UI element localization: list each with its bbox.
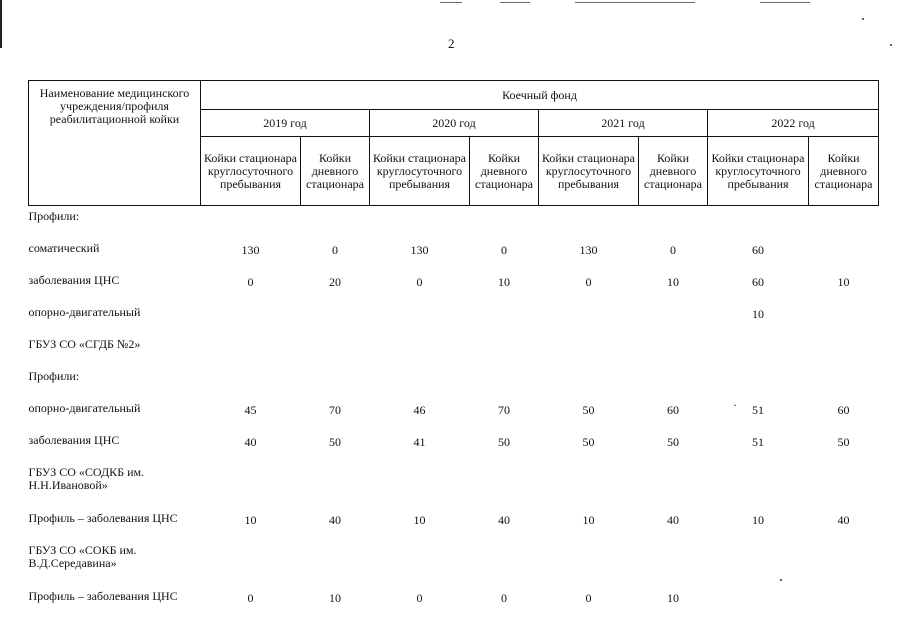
table-cell: [301, 334, 370, 366]
page-number: 2: [448, 36, 455, 51]
table-cell: 40: [244, 435, 257, 449]
table-cell: [639, 540, 708, 586]
table-cell: [809, 586, 879, 618]
day-hospital-beds-header: Койки дневного стационара: [809, 137, 879, 206]
table-cell: 41: [413, 435, 426, 449]
table-cell: 60: [837, 403, 850, 417]
table-cell: 50: [837, 435, 850, 449]
table-row: [29, 302, 879, 334]
table-cell: [639, 334, 708, 366]
row-label: Профили:: [28, 369, 80, 383]
table-cell: [708, 462, 809, 508]
table-cell: [301, 302, 370, 334]
row-label: Профили:: [28, 209, 80, 223]
table-cell: 20: [329, 275, 341, 289]
scan-artifact: [500, 2, 530, 3]
year-header: 2021 год: [539, 110, 708, 137]
bed-fund-header: Коечный фонд: [201, 81, 879, 110]
table-cell: 40: [329, 513, 341, 527]
row-label: Профиль – заболевания ЦНС: [28, 589, 178, 603]
table-cell: [639, 206, 708, 239]
table-cell: 10: [752, 307, 764, 321]
table-cell: [809, 540, 879, 586]
table-cell: [539, 206, 639, 239]
table-cell: [370, 302, 470, 334]
table-cell: 0: [585, 591, 592, 605]
row-label: ГБУЗ СО «СГДБ №2»: [28, 337, 141, 351]
year-header: 2022 год: [708, 110, 879, 137]
table-cell: 51: [752, 403, 764, 417]
table-cell: 50: [498, 435, 510, 449]
table-cell: 60: [752, 243, 764, 257]
table-cell: 45: [244, 403, 257, 417]
table-cell: 130: [241, 243, 260, 257]
table-row: [29, 586, 879, 618]
scan-artifact: [440, 2, 462, 3]
year-header: 2019 год: [201, 110, 370, 137]
bed-fund-table: [28, 80, 879, 618]
table-cell: 0: [247, 591, 254, 605]
table-cell: 50: [582, 403, 595, 417]
day-hospital-beds-header: Койки дневного стационара: [639, 137, 708, 206]
table-row: [29, 462, 879, 508]
table-cell: 10: [329, 591, 341, 605]
table-cell: 60: [752, 275, 764, 289]
table-cell: [708, 540, 809, 586]
scan-artifact: [575, 2, 695, 3]
round-the-clock-beds-header: Койки стационара круглосуточного пребывания: [708, 137, 809, 206]
table-row: [29, 398, 879, 430]
table-cell: 0: [670, 243, 676, 257]
table-cell: [201, 206, 301, 239]
table-cell: [201, 334, 301, 366]
row-label: соматический: [28, 241, 100, 255]
table-cell: [809, 238, 879, 270]
row-label: опорно-двигательный: [28, 305, 141, 319]
table-cell: [470, 206, 539, 239]
table-cell: [301, 540, 370, 586]
table-cell: [370, 366, 470, 398]
round-the-clock-beds-header: Койки стационара круглосуточного пребывания: [370, 137, 470, 206]
table-cell: 50: [329, 435, 341, 449]
row-label: опорно-двигательный: [28, 401, 141, 415]
table-row: [29, 206, 879, 239]
table-cell: [201, 462, 301, 508]
table-cell: [809, 462, 879, 508]
table-cell: [301, 462, 370, 508]
round-the-clock-beds-header: Койки стационара круглосуточного пребывания: [201, 137, 301, 206]
table-row: [29, 366, 879, 398]
table-cell: [639, 366, 708, 398]
table-cell: [809, 334, 879, 366]
table-cell: 10: [667, 591, 679, 605]
scan-artifact: [890, 44, 892, 46]
scan-artifact: [862, 18, 864, 20]
table-cell: [809, 302, 879, 334]
day-hospital-beds-header: Койки дневного стационара: [470, 137, 539, 206]
table-cell: 10: [752, 513, 764, 527]
table-cell: [370, 540, 470, 586]
table-cell: [708, 206, 809, 239]
table-cell: [539, 462, 639, 508]
table-cell: 0: [416, 591, 423, 605]
table-cell: [639, 302, 708, 334]
table-cell: [370, 206, 470, 239]
table-cell: [470, 540, 539, 586]
table-cell: 51: [752, 435, 764, 449]
table-cell: 40: [837, 513, 850, 527]
table-cell: [370, 334, 470, 366]
row-label: ГБУЗ СО «СОДКБ им. Н.Н.Ивановой»: [28, 465, 145, 492]
table-cell: [370, 462, 470, 508]
table-cell: 0: [585, 275, 592, 289]
table-cell: [809, 366, 879, 398]
table-cell: 0: [247, 275, 254, 289]
row-label: заболевания ЦНС: [28, 273, 120, 287]
table-cell: 130: [579, 243, 598, 257]
table-cell: 10: [582, 513, 595, 527]
row-label: ГБУЗ СО «СОКБ им. В.Д.Середавина»: [28, 543, 137, 570]
table-row: [29, 334, 879, 366]
table-row: [29, 238, 879, 270]
year-header: 2020 год: [370, 110, 539, 137]
table-cell: 0: [416, 275, 423, 289]
table-cell: [708, 586, 809, 618]
table-row: [29, 540, 879, 586]
table-body: [29, 206, 879, 619]
table-cell: [708, 334, 809, 366]
table-cell: 60: [667, 403, 679, 417]
table-cell: [470, 366, 539, 398]
table-cell: 46: [413, 403, 426, 417]
scan-artifact: [760, 2, 810, 3]
table-cell: 50: [667, 435, 679, 449]
table-cell: [301, 366, 370, 398]
scan-artifact: ·: [733, 398, 737, 412]
table-cell: [539, 540, 639, 586]
table-cell: 70: [329, 403, 341, 417]
table-cell: 40: [498, 513, 510, 527]
round-the-clock-beds-header: Койки стационара круглосуточного пребывания: [539, 137, 639, 206]
table-cell: 10: [667, 275, 679, 289]
table-cell: 0: [332, 243, 338, 257]
table-cell: 40: [667, 513, 679, 527]
table-cell: 10: [244, 513, 257, 527]
table-cell: 10: [498, 275, 510, 289]
table-cell: 50: [582, 435, 595, 449]
table-cell: 10: [837, 275, 850, 289]
table-cell: [470, 462, 539, 508]
table-cell: [708, 366, 809, 398]
table-row: [29, 270, 879, 302]
row-label: Профиль – заболевания ЦНС: [28, 511, 178, 525]
table-row: [29, 430, 879, 462]
table-cell: [539, 302, 639, 334]
table-cell: [809, 206, 879, 239]
table-cell: [539, 334, 639, 366]
table-cell: [639, 462, 708, 508]
table-cell: 0: [501, 243, 507, 257]
table-cell: [301, 206, 370, 239]
table-cell: 130: [410, 243, 429, 257]
institution-column-header: Наименование медицинского учреждения/профиля реабилитационной койки: [29, 81, 201, 206]
table-cell: [201, 302, 301, 334]
table-row: [29, 508, 879, 540]
table-cell: 70: [498, 403, 510, 417]
day-hospital-beds-header: Койки дневного стационара: [301, 137, 370, 206]
scan-edge: [0, 0, 2, 48]
table-cell: [539, 366, 639, 398]
table-cell: [470, 302, 539, 334]
table-cell: [470, 334, 539, 366]
table-cell: [201, 366, 301, 398]
table-cell: 0: [501, 591, 507, 605]
table-cell: [201, 540, 301, 586]
row-label: заболевания ЦНС: [28, 433, 120, 447]
table-cell: 10: [413, 513, 426, 527]
